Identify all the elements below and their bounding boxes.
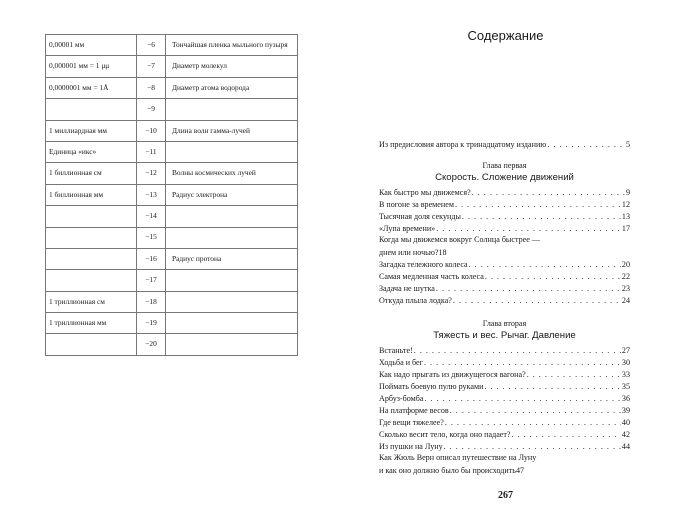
scale-cell-exp: −6 bbox=[137, 35, 166, 56]
scale-cell-exp: −14 bbox=[137, 206, 166, 227]
toc-entry-page: 39 bbox=[621, 406, 630, 415]
toc-entry-title: Задача не шутка bbox=[379, 284, 435, 293]
toc-entry-title: Тысячная доля секунды bbox=[379, 212, 461, 221]
toc-entry-title: Из пушки на Луну bbox=[379, 442, 443, 451]
toc-entry-title: В погоне за временем bbox=[379, 200, 454, 209]
toc-entry[interactable] bbox=[379, 344, 630, 356]
toc-entry[interactable] bbox=[379, 392, 630, 404]
toc-entry-title: Арбуз-бомба bbox=[379, 394, 424, 403]
scale-cell-desc bbox=[166, 206, 298, 227]
dot-leader bbox=[444, 441, 621, 452]
scale-cell-desc: Тончайшая пленка мыльного пузыря bbox=[166, 35, 298, 56]
scale-cell-exp: −16 bbox=[137, 248, 166, 269]
toc-entry-page: 22 bbox=[621, 272, 630, 281]
toc-entry[interactable] bbox=[379, 198, 630, 210]
scale-cell-exp: −17 bbox=[137, 270, 166, 291]
dot-leader bbox=[424, 393, 620, 404]
toc-entry-page: 40 bbox=[621, 418, 630, 427]
table-row bbox=[46, 120, 298, 141]
scale-cell-desc bbox=[166, 291, 298, 312]
toc-entry-page: 42 bbox=[621, 430, 630, 439]
scale-cell-desc: Радиус протона bbox=[166, 248, 298, 269]
table-row bbox=[46, 35, 298, 56]
toc-entry-page: 30 bbox=[621, 358, 630, 367]
dot-leader bbox=[527, 369, 621, 380]
table-row bbox=[46, 99, 298, 120]
toc-entry-title: На платформе весов bbox=[379, 406, 449, 415]
scale-cell-exp: −7 bbox=[137, 56, 166, 77]
dot-leader bbox=[453, 295, 621, 306]
toc-entry[interactable] bbox=[379, 416, 630, 428]
dot-leader bbox=[469, 259, 621, 270]
dot-leader bbox=[424, 357, 621, 368]
toc-entry[interactable] bbox=[379, 222, 630, 234]
dot-leader bbox=[450, 405, 621, 416]
toc-entry[interactable] bbox=[379, 440, 630, 452]
toc-entry-page: 17 bbox=[621, 224, 630, 233]
table-row bbox=[46, 291, 298, 312]
chapter-1-title: Скорость. Сложение движений bbox=[435, 172, 574, 183]
dot-leader bbox=[484, 381, 620, 392]
toc-entry-page: 47 bbox=[515, 466, 525, 475]
scale-cell-desc: Диаметр атома водорода bbox=[166, 77, 298, 98]
scale-cell-desc: Диаметр молекул bbox=[166, 56, 298, 77]
scale-cell-value bbox=[46, 227, 137, 248]
scale-cell-value: 1 биллионная см bbox=[46, 163, 137, 184]
toc-entry-title: Где вещи тяжелее? bbox=[379, 418, 444, 427]
scale-cell-desc bbox=[166, 313, 298, 334]
scale-cell-value: 1 миллиардная мм bbox=[46, 120, 137, 141]
table-row bbox=[46, 227, 298, 248]
toc-entry[interactable] bbox=[379, 452, 630, 476]
toc-entry-title: днем или ночью? bbox=[379, 248, 439, 257]
toc-entry-page: 36 bbox=[621, 394, 630, 403]
scale-cell-desc: Волны космических лучей bbox=[166, 163, 298, 184]
toc-entry-preface[interactable]: Из предисловия автора к тринадцатому изданию . . . 5 bbox=[379, 138, 630, 150]
dot-leader bbox=[485, 271, 621, 282]
scale-cell-exp: −10 bbox=[137, 120, 166, 141]
dot-leader bbox=[472, 187, 625, 198]
scale-cell-desc: Длина волн гамма-лучей bbox=[166, 120, 298, 141]
scale-cell-exp: −15 bbox=[137, 227, 166, 248]
toc-entry[interactable] bbox=[379, 270, 630, 282]
toc-entry[interactable] bbox=[379, 380, 630, 392]
scale-cell-exp: −19 bbox=[137, 313, 166, 334]
toc-entry[interactable] bbox=[379, 428, 630, 440]
toc-entry-page: 20 bbox=[621, 260, 630, 269]
toc-entry-title: Как быстро мы движемся? bbox=[379, 188, 471, 197]
toc-entry-page: 27 bbox=[621, 346, 630, 355]
toc-entry-page: 33 bbox=[621, 370, 630, 379]
toc-title: Содержание bbox=[467, 28, 544, 43]
toc-entry-title: Сколько весит тело, когда оно падает? bbox=[379, 430, 511, 439]
chapter-2-title: Тяжесть и вес. Рычаг. Давление bbox=[433, 330, 576, 341]
dot-leader bbox=[445, 417, 621, 428]
scale-cell-value bbox=[46, 206, 137, 227]
dot-leader bbox=[436, 283, 621, 294]
scale-cell-exp: −18 bbox=[137, 291, 166, 312]
toc-entry[interactable] bbox=[379, 258, 630, 270]
scale-cell-desc bbox=[166, 227, 298, 248]
chapter-2-label: Глава вторая bbox=[482, 319, 527, 328]
scale-cell-value bbox=[46, 99, 137, 120]
scale-cell-exp: −12 bbox=[137, 163, 166, 184]
dot-leader bbox=[436, 223, 621, 234]
scale-cell-value bbox=[46, 270, 137, 291]
toc-entry-title: Ходьба и бег bbox=[379, 358, 423, 367]
toc-entry-title: Встаньте! bbox=[379, 346, 413, 355]
toc-entry[interactable] bbox=[379, 356, 630, 368]
scale-cell-exp: −9 bbox=[137, 99, 166, 120]
scale-cell-exp: −20 bbox=[137, 334, 166, 355]
table-row bbox=[46, 248, 298, 269]
toc-entry[interactable] bbox=[379, 186, 630, 198]
toc-entry-title: Как Жюль Верн описал путешествие на Луну bbox=[379, 453, 537, 462]
dot-leader bbox=[414, 345, 621, 356]
scale-cell-value: Единица «икс» bbox=[46, 141, 137, 162]
table-row bbox=[46, 334, 298, 355]
toc-entry-title: Загадка тележного колеса bbox=[379, 260, 468, 269]
table-row bbox=[46, 56, 298, 77]
scale-cell-value: 1 триллионная мм bbox=[46, 313, 137, 334]
toc-entry-title: Откуда плыла лодка? bbox=[379, 296, 452, 305]
toc-entry-page: 23 bbox=[621, 284, 630, 293]
table-row bbox=[46, 270, 298, 291]
toc-entry[interactable] bbox=[379, 282, 630, 294]
toc-entry-title: Самая медленная часть колеса bbox=[379, 272, 484, 281]
toc-entry-page: 44 bbox=[621, 442, 630, 451]
toc-entry-title: «Лупа времени» bbox=[379, 224, 436, 233]
toc-entry-page: 13 bbox=[621, 212, 630, 221]
table-row bbox=[46, 313, 298, 334]
toc-entry[interactable] bbox=[379, 368, 630, 380]
scale-cell-value: 0,0000001 мм = 1Å bbox=[46, 77, 137, 98]
scale-cell-desc: Радиус электрона bbox=[166, 184, 298, 205]
scale-cell-value: 1 биллионная мм bbox=[46, 184, 137, 205]
scale-cell-exp: −11 bbox=[137, 141, 166, 162]
table-row bbox=[46, 206, 298, 227]
table-row bbox=[46, 184, 298, 205]
page-number: 267 bbox=[498, 490, 513, 501]
scale-cell-desc bbox=[166, 334, 298, 355]
table-row bbox=[46, 163, 298, 184]
toc-entry-title: и как оно должно было бы происходить bbox=[379, 466, 516, 475]
scale-cell-exp: −8 bbox=[137, 77, 166, 98]
toc-entry[interactable] bbox=[379, 404, 630, 416]
toc-entry-title: Как надо прыгать из движущегося вагона? bbox=[379, 370, 526, 379]
table-row bbox=[46, 141, 298, 162]
toc-entry-page: 35 bbox=[621, 382, 630, 391]
toc-entry-page: 12 bbox=[621, 200, 630, 209]
toc-entry[interactable] bbox=[379, 210, 630, 222]
scale-cell-value bbox=[46, 334, 137, 355]
scale-cell-desc bbox=[166, 141, 298, 162]
scale-cell-desc bbox=[166, 270, 298, 291]
toc-entry-title: Поймать боевую пулю руками bbox=[379, 382, 484, 391]
size-scale-table bbox=[45, 34, 298, 356]
scale-cell-value bbox=[46, 248, 137, 269]
scale-cell-value: 0,000001 мм = 1 μμ bbox=[46, 56, 137, 77]
toc-entry-title: Когда мы движемся вокруг Солнца быстрее — bbox=[379, 235, 540, 244]
right-page bbox=[337, 0, 674, 528]
dot-leader bbox=[462, 211, 621, 222]
table-row bbox=[46, 77, 298, 98]
scale-cell-exp: −13 bbox=[137, 184, 166, 205]
table-of-contents bbox=[379, 138, 630, 476]
dot-leader bbox=[512, 429, 621, 440]
toc-entry-page: 9 bbox=[625, 188, 630, 197]
toc-entry-page: 24 bbox=[621, 296, 630, 305]
toc-entry[interactable] bbox=[379, 234, 630, 258]
toc-entry-page: 18 bbox=[438, 248, 447, 257]
dot-leader bbox=[455, 199, 621, 210]
chapter-1-label: Глава первая bbox=[482, 161, 527, 170]
scale-cell-value: 0,00001 мм bbox=[46, 35, 137, 56]
toc-entry[interactable] bbox=[379, 294, 630, 306]
scale-cell-value: 1 триллионная см bbox=[46, 291, 137, 312]
scale-cell-desc bbox=[166, 99, 298, 120]
